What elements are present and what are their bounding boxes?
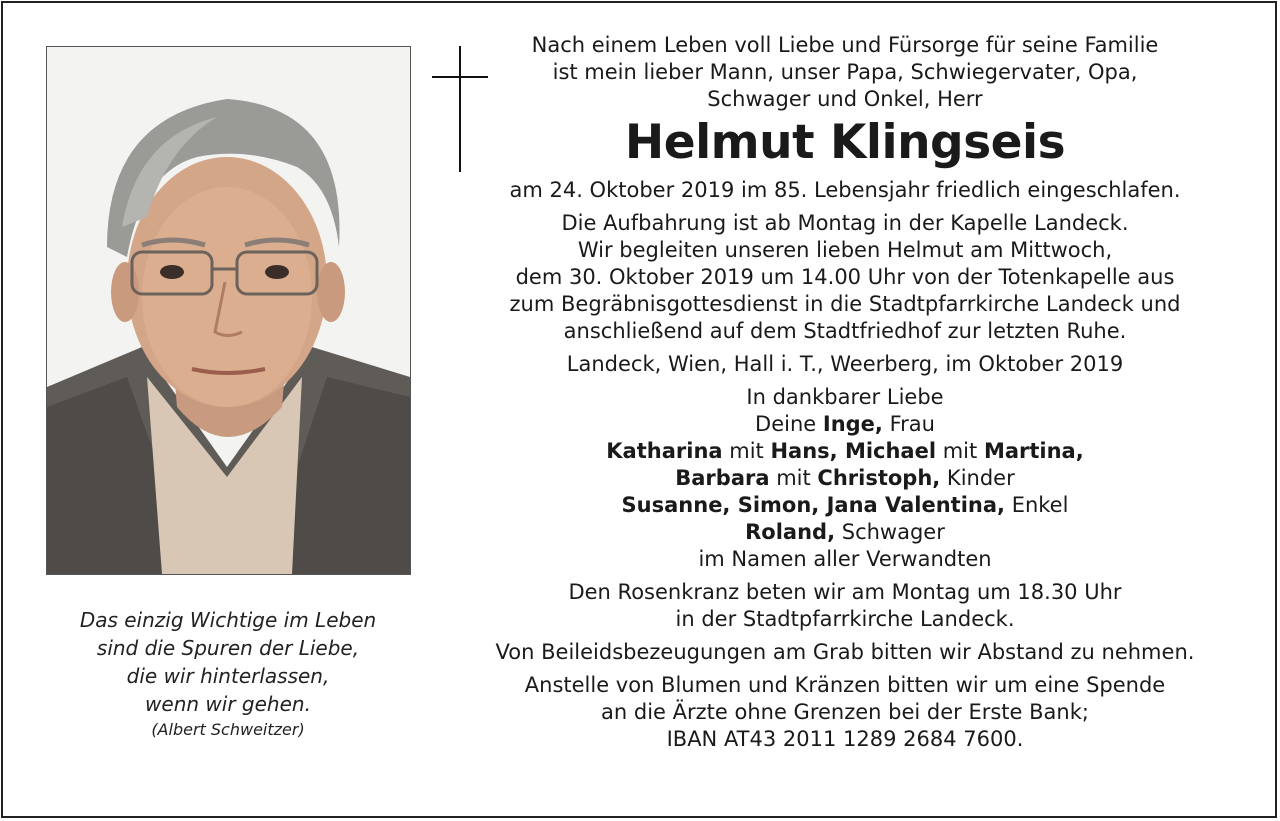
notice-text: [470, 32, 1220, 753]
mourners-intro: In dankbarer Liebe: [746, 385, 944, 409]
rosary-line: in der Stadtpfarrkirche Landeck.: [675, 607, 1015, 631]
intro-line: Nach einem Leben voll Liebe und Fürsorge für seine Familie: [531, 33, 1159, 57]
mourner-wife: Deine Inge, Frau: [755, 412, 935, 436]
mourner-children: Barbara mit Christoph, Kinder: [675, 466, 1015, 490]
mourner-relatives: im Namen aller Verwandten: [698, 547, 992, 571]
mourner-grandchildren: Susanne, Simon, Jana Valentina, Enkel: [621, 493, 1069, 517]
donation-line: an die Ärzte ohne Grenzen bei der Erste Bank;: [601, 700, 1089, 724]
rosary-line: Den Rosenkranz beten wir am Montag um 18.30 Uhr: [568, 580, 1122, 604]
death-line: am 24. Oktober 2019 im 85. Lebensjahr friedlich eingeschlafen.: [509, 178, 1181, 202]
memorial-quote: [40, 606, 416, 742]
mourner-children: Katharina mit Hans, Michael mit Martina,: [606, 439, 1084, 463]
place-date: Landeck, Wien, Hall i. T., Weerberg, im Oktober 2019: [566, 352, 1124, 376]
funeral-line: anschließend auf dem Stadtfriedhof zur letzten Ruhe.: [563, 319, 1127, 343]
quote-author: (Albert Schweitzer): [151, 720, 305, 739]
intro-line: ist mein lieber Mann, unser Papa, Schwiegervater, Opa,: [552, 60, 1138, 84]
quote-line: Das einzig Wichtige im Leben: [79, 608, 377, 632]
mourner-brother-in-law: Roland, Schwager: [745, 520, 945, 544]
portrait-photo: [46, 46, 411, 575]
funeral-line: zum Begräbnisgottesdienst in die Stadtpfarrkirche Landeck und: [509, 292, 1181, 316]
quote-line: sind die Spuren der Liebe,: [96, 636, 360, 660]
quote-line: die wir hinterlassen,: [126, 664, 330, 688]
quote-line: wenn wir gehen.: [145, 692, 311, 716]
funeral-line: Die Aufbahrung ist ab Montag in der Kapelle Landeck.: [561, 211, 1129, 235]
donation-line: Anstelle von Blumen und Kränzen bitten wir um eine Spende: [524, 673, 1166, 697]
funeral-line: Wir begleiten unseren lieben Helmut am Mittwoch,: [577, 238, 1113, 262]
intro-line: Schwager und Onkel, Herr: [707, 87, 983, 111]
funeral-line: dem 30. Oktober 2019 um 14.00 Uhr von der Totenkapelle aus: [515, 265, 1175, 289]
deceased-name: Helmut Klingseis: [624, 115, 1066, 170]
condolence-note: Von Beileidsbezeugungen am Grab bitten wir Abstand zu nehmen.: [495, 640, 1195, 664]
donation-line: IBAN AT43 2011 1289 2684 7600.: [666, 727, 1024, 751]
